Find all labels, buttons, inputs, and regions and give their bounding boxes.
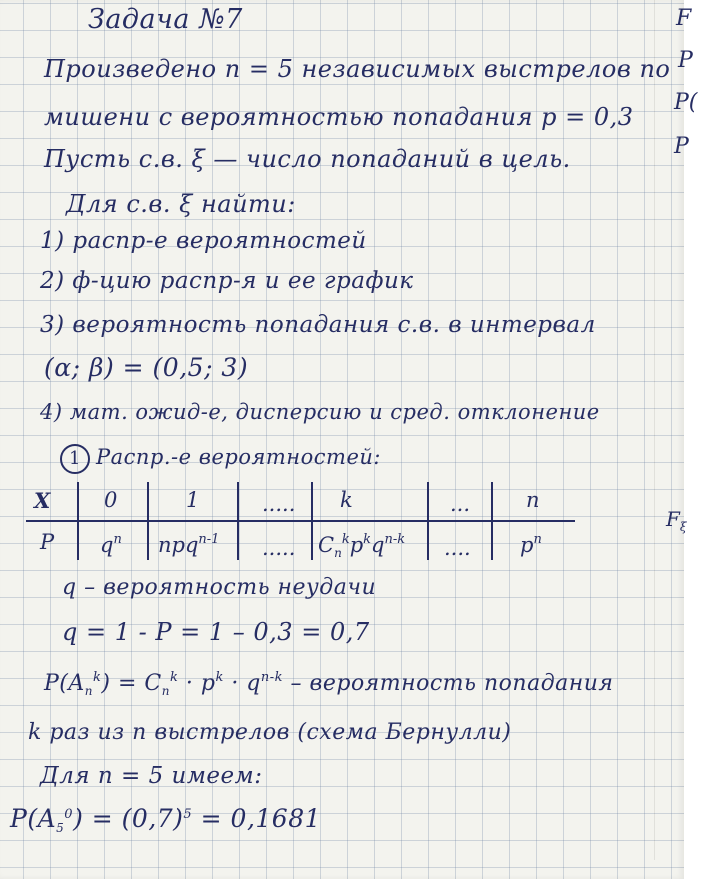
result-sup: 5 xyxy=(183,807,193,822)
problem-line-4: Для с.в. ξ найти: xyxy=(66,190,296,218)
table-x-cell: 1 xyxy=(186,488,200,512)
margin-note xyxy=(666,507,687,534)
formula-part: P(A xyxy=(44,671,85,696)
p-cell-tail: p xyxy=(349,533,364,557)
result-line xyxy=(10,804,321,835)
p-cell-tail-sup: k xyxy=(363,532,372,547)
table-p-cell xyxy=(100,532,122,557)
problem-line-3: Пусть с.в. ξ — число попаданий в цель. xyxy=(44,145,571,173)
table-x-cell: ..... xyxy=(262,492,296,516)
result-sub: 5 xyxy=(56,821,65,835)
margin-note-sub: ξ xyxy=(679,520,687,534)
result-sup: 0 xyxy=(64,807,74,822)
bernoulli-formula xyxy=(44,670,614,698)
margin-note: F xyxy=(676,6,692,31)
formula-sup: k xyxy=(169,670,179,685)
p-cell-sup: n xyxy=(113,532,122,547)
p-cell-tail2-sup: n-k xyxy=(384,532,406,547)
task-item-4: 4) мат. ожид-е, дисперсию и сред. отклонение xyxy=(40,400,600,424)
p-cell-sub: n xyxy=(334,546,342,560)
problem-title: Задача №7 xyxy=(88,4,243,35)
margin-note-letter: F xyxy=(666,507,680,531)
q-calculation: q = 1 - P = 1 – 0,3 = 0,7 xyxy=(62,618,370,646)
table-p-cell: ..... xyxy=(262,536,296,560)
formula-sup: n-k xyxy=(260,670,284,685)
result-part: ) = (0,7) xyxy=(73,804,184,833)
formula-sub: n xyxy=(161,684,170,698)
formula-sup: k xyxy=(93,670,102,685)
result-part: = 0,1681 xyxy=(192,804,322,833)
margin-note: P( xyxy=(674,90,698,115)
margin-note: P xyxy=(674,134,689,159)
table-row-head-x: X xyxy=(34,488,51,513)
p-cell-base: q xyxy=(100,533,114,557)
formula-part: ) = C xyxy=(101,671,162,696)
table-x-cell: k xyxy=(340,488,353,512)
section-title: Распр.-е вероятностей: xyxy=(96,445,381,469)
margin-note: P xyxy=(678,48,693,73)
result-part: P(A xyxy=(10,804,57,833)
formula-part: · p xyxy=(178,671,216,696)
p-cell-tail2: q xyxy=(371,533,385,557)
formula-sup: k xyxy=(215,670,224,685)
task-item-1: 1) распр-е вероятностей xyxy=(40,228,367,254)
problem-line-1: Произведено n = 5 независимых выстрелов по xyxy=(44,55,671,83)
for-n-line: Для n = 5 имеем: xyxy=(40,763,263,789)
formula-part: · q xyxy=(223,671,261,696)
section-number-circle: 1 xyxy=(60,444,90,474)
table-x-cell: ... xyxy=(450,492,471,516)
p-cell-sup: k xyxy=(341,532,350,547)
p-cell-base: p xyxy=(520,533,534,557)
p-cell-sup: n xyxy=(533,532,542,547)
p-cell-base: C xyxy=(318,533,335,557)
task-interval: (α; β) = (0,5; 3) xyxy=(44,353,249,382)
table-p-cell xyxy=(318,532,405,560)
table-x-cell: 0 xyxy=(104,488,118,512)
formula-part: – вероятность попадания xyxy=(283,671,614,696)
q-definition: q – вероятность неудачи xyxy=(62,575,377,600)
bernoulli-formula-line-2: k раз из n выстрелов (схема Бернулли) xyxy=(28,720,512,745)
table-p-cell xyxy=(520,532,542,557)
table-p-cell: .... xyxy=(444,536,471,560)
table-x-cell: n xyxy=(526,488,540,512)
table-p-cell xyxy=(158,532,219,557)
problem-line-2: мишени с вероятностью попадания p = 0,3 xyxy=(44,103,634,131)
p-cell-sup: n-1 xyxy=(198,532,220,547)
formula-sub: n xyxy=(84,684,94,698)
task-item-2: 2) ф-цию распр-я и ее график xyxy=(40,268,414,294)
p-cell-base: npq xyxy=(158,533,199,557)
table-row-head-p: P xyxy=(40,530,55,554)
task-item-3: 3) вероятность попадания с.в. в интервал xyxy=(40,312,596,338)
